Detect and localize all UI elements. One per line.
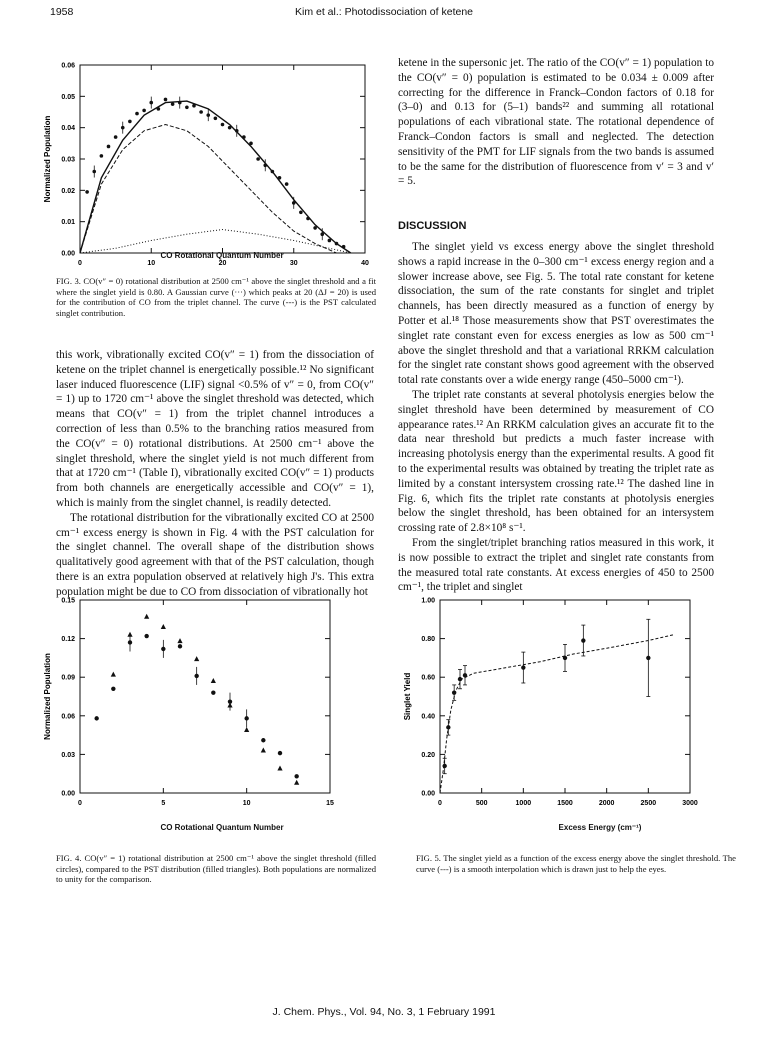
fig3-data-point bbox=[235, 129, 239, 133]
fig3-xlabel: CO Rotational Quantum Number bbox=[160, 251, 284, 260]
fig5-interpolation-curve bbox=[440, 635, 673, 793]
fig5-data-point bbox=[452, 690, 456, 694]
figure-3-chart bbox=[40, 55, 380, 275]
fig5-xtick-label: 0 bbox=[438, 800, 442, 807]
fig3-data-point bbox=[271, 170, 275, 174]
fig3-ylabel: Normalized Population bbox=[43, 115, 52, 203]
fig5-xtick-label: 2500 bbox=[640, 800, 657, 807]
fig3-data-point bbox=[107, 145, 111, 149]
fig5-data-point bbox=[646, 656, 650, 660]
fig4-data-point bbox=[244, 716, 248, 720]
fig3-pst-singlet-curve bbox=[80, 125, 337, 253]
fig3-data-point bbox=[164, 98, 168, 102]
fig3-data-point bbox=[313, 226, 317, 230]
fig3-caption: FIG. 3. CO(v″ = 0) rotational distribution at 2500 cm⁻¹ above the singlet threshold and a fit where the singlet yield is 0.80. A Gaussian curve (···) which peaks at 20 (ΔJ = 20) is used for the contribution of CO from the triplet channel. The curve (---) is the PST calculated singlet contribution. bbox=[56, 276, 376, 318]
fig3-xtick-label: 30 bbox=[289, 260, 298, 267]
fig5-ytick-label: 0.80 bbox=[421, 636, 435, 644]
fig3-data-point bbox=[206, 113, 210, 117]
fig4-pst-triangle bbox=[161, 624, 166, 629]
fig4-pst-triangle bbox=[127, 632, 132, 637]
fig3-data-point bbox=[228, 126, 232, 130]
fig5-ytick-label: 0.00 bbox=[421, 790, 435, 798]
fig3-data-point bbox=[278, 176, 282, 180]
fig5-caption: FIG. 5. The singlet yield as a function of the excess energy above the singlet threshold. The curve (---) is a smooth interpolation which is drawn just to help the eyes. bbox=[416, 853, 736, 874]
fig3-data-point bbox=[199, 110, 203, 114]
fig4-data-point bbox=[144, 634, 148, 638]
journal-footer: J. Chem. Phys., Vol. 94, No. 3, 1 February 1991 bbox=[272, 1006, 496, 1018]
left-column-text bbox=[56, 348, 374, 600]
fig4-data-point bbox=[128, 640, 132, 644]
figure-4-chart bbox=[40, 590, 370, 815]
fig3-fit-curve bbox=[80, 101, 351, 253]
running-header bbox=[50, 6, 718, 22]
fig5-xtick-label: 500 bbox=[475, 800, 488, 807]
fig3-plot-frame bbox=[80, 65, 365, 253]
fig3-data-point bbox=[135, 112, 139, 116]
fig3-data-point bbox=[128, 120, 132, 124]
fig3-data-point bbox=[335, 242, 339, 246]
fig3-xtick-label: 20 bbox=[218, 260, 227, 267]
fig3-data-point bbox=[92, 170, 96, 174]
fig3-data-point bbox=[114, 135, 118, 139]
left-paragraph-1: this work, vibrationally excited CO(v″ = 1) from the dissociation of ketene on the triplet channel is energetically possible.¹² No significant laser induced fluorescence (LIF) signal <0.5% of v″ = 0, from CO(v″ = 1) up to 1720 cm⁻¹ above the singlet threshold was detected, which means that CO(v″ = 1) from the triplet channel introduces a correction of less than 0.5% to the branching ratios measured from the CO(v″ = 0) rotational distributions. At 2500 cm⁻¹ above the singlet threshold, where the singlet yield is not much different from that at 1720 cm⁻¹ (Table I), vibrationally excited CO(v″ = 1) products from both channels are energetically accessible and CO(v″ = 1), which is mainly from the singlet channel, is readily detected. bbox=[56, 349, 374, 509]
fig4-data-point bbox=[111, 687, 115, 691]
fig3-data-point bbox=[299, 210, 303, 214]
fig4-pst-triangle bbox=[177, 638, 182, 643]
fig5-data-point bbox=[463, 673, 467, 677]
fig4-data-point bbox=[294, 774, 298, 778]
fig3-data-point bbox=[185, 106, 189, 110]
fig4-data-point bbox=[94, 716, 98, 720]
fig3-data-point bbox=[342, 245, 346, 249]
fig4-pst-triangle bbox=[277, 766, 282, 771]
fig5-data-point bbox=[521, 665, 525, 669]
running-title: Kim et al.: Photodissociation of ketene bbox=[294, 6, 474, 18]
fig5-data-point bbox=[446, 725, 450, 729]
fig4-data-point bbox=[261, 738, 265, 742]
fig3-data-point bbox=[192, 104, 196, 108]
fig3-ytick-label: 0.05 bbox=[61, 93, 75, 101]
fig5-data-point bbox=[563, 656, 567, 660]
fig4-data-point bbox=[278, 751, 282, 755]
fig3-ytick-label: 0.04 bbox=[61, 125, 75, 133]
fig4-plot-frame bbox=[80, 600, 330, 793]
fig3-data-point bbox=[121, 126, 125, 130]
fig3-xtick-label: 40 bbox=[361, 260, 369, 267]
fig3-data-point bbox=[214, 116, 218, 120]
fig3-data-point bbox=[292, 201, 296, 205]
fig4-ytick-label: 0.12 bbox=[61, 636, 75, 644]
fig4-pst-triangle bbox=[294, 780, 299, 785]
fig4-ylabel: Normalized Population bbox=[43, 653, 52, 740]
fig3-data-point bbox=[263, 163, 267, 167]
fig4-pst-triangle bbox=[227, 703, 232, 708]
fig3-data-point bbox=[320, 232, 324, 236]
fig4-xtick-label: 5 bbox=[161, 800, 166, 807]
fig4-data-point bbox=[211, 690, 215, 694]
discussion-heading: DISCUSSION bbox=[398, 220, 467, 233]
fig4-pst-triangle bbox=[144, 614, 149, 619]
fig4-ytick-label: 0.15 bbox=[61, 597, 75, 605]
fig3-xtick-label: 0 bbox=[78, 260, 82, 267]
fig5-xtick-label: 1000 bbox=[515, 800, 532, 807]
fig5-data-point bbox=[442, 764, 446, 768]
fig3-ytick-label: 0.03 bbox=[61, 156, 75, 164]
fig4-ytick-label: 0.09 bbox=[61, 674, 75, 682]
fig4-pst-triangle bbox=[211, 678, 216, 683]
fig4-ytick-label: 0.06 bbox=[61, 713, 75, 721]
fig4-data-point bbox=[194, 674, 198, 678]
fig3-data-point bbox=[306, 217, 310, 221]
discussion-paragraph-2: The triplet rate constants at several photolysis energies below the singlet threshold have been determined by measurement of CO appearance rates.¹² An RRKM calculation gives an accurate fit to the data near threshold but predicts a much faster increase with increasing photolysis energy than the experimental results. A good fit to the experimental results was obtained by treating the triplet rate as limited by a constant intersystem crossing rate.¹² The dashed line in Fig. 6, which fits the triplet rate constants at photolysis energies below the singlet threshold, has been obtained for an intersystem crossing rate of 2.8×10⁸ s⁻¹. bbox=[398, 388, 714, 535]
fig3-data-point bbox=[256, 157, 260, 161]
fig5-ytick-label: 1.00 bbox=[421, 597, 435, 605]
fig5-ytick-label: 0.40 bbox=[421, 713, 435, 721]
fig3-data-point bbox=[142, 109, 146, 113]
fig5-xtick-label: 1500 bbox=[557, 800, 573, 807]
fig3-data-point bbox=[249, 142, 253, 146]
fig5-ytick-label: 0.20 bbox=[421, 751, 435, 759]
fig5-data-point bbox=[458, 677, 462, 681]
fig4-xtick-label: 10 bbox=[242, 800, 251, 807]
fig3-data-point bbox=[171, 102, 175, 106]
fig5-ylabel: Singlet Yield bbox=[403, 672, 412, 721]
fig4-ytick-label: 0.03 bbox=[61, 751, 75, 759]
fig4-pst-triangle bbox=[261, 748, 266, 753]
fig4-xtick-label: 0 bbox=[78, 800, 82, 807]
fig3-data-point bbox=[157, 107, 161, 111]
fig5-plot-frame bbox=[440, 600, 690, 793]
left-paragraph-2: The rotational distribution for the vibrationally excited CO at 2500 cm⁻¹ excess energy is shown in Fig. 4 with the PST calculation for the singlet channel. The overall shape of the distribution shows qualitatively good agreement with that of the PST calculation, though there is an extra population observed at relatively high J's. This extra population might be due to CO from dissociation of vibrationally hot bbox=[56, 511, 374, 598]
fig5-ytick-label: 0.60 bbox=[421, 674, 435, 682]
page-number: 1958 bbox=[50, 6, 74, 18]
fig3-data-point bbox=[242, 135, 246, 139]
fig4-xlabel: CO Rotational Quantum Number bbox=[160, 823, 284, 832]
fig3-data-point bbox=[328, 239, 332, 243]
fig4-pst-triangle bbox=[194, 656, 199, 661]
fig3-xtick-label: 10 bbox=[147, 260, 156, 267]
fig3-data-point bbox=[221, 123, 225, 127]
fig3-data-point bbox=[100, 154, 104, 158]
fig3-ytick-label: 0.06 bbox=[61, 62, 75, 70]
figure-5-chart bbox=[405, 590, 725, 815]
fig4-xtick-label: 15 bbox=[326, 800, 334, 807]
discussion-paragraph-3: From the singlet/triplet branching ratios measured in this work, it is now possible to extract the triplet and singlet rate constants from the measured total rate constants. At excess energies of 450 to 2500 cm⁻¹, the triplet and singlet bbox=[398, 536, 714, 594]
fig3-ytick-label: 0.00 bbox=[61, 250, 75, 258]
fig4-pst-triangle bbox=[111, 672, 116, 677]
fig5-xtick-label: 2000 bbox=[598, 800, 615, 807]
fig5-data-point bbox=[581, 638, 585, 642]
fig4-data-point bbox=[161, 647, 165, 651]
right-column-text bbox=[398, 56, 714, 595]
fig5-xtick-label: 3000 bbox=[682, 800, 698, 807]
fig3-data-point bbox=[85, 190, 89, 194]
fig3-data-point bbox=[285, 182, 289, 186]
fig3-data-point bbox=[178, 101, 182, 105]
fig3-ytick-label: 0.02 bbox=[61, 187, 75, 195]
fig4-ytick-label: 0.00 bbox=[61, 790, 75, 798]
fig4-caption: FIG. 4. CO(v″ = 1) rotational distribution at 2500 cm⁻¹ above the singlet threshold (filled circles), compared to the PST distribution (filled triangles). Both populations are normalized to unity for the comparison. bbox=[56, 853, 376, 885]
fig3-ytick-label: 0.01 bbox=[61, 219, 75, 227]
fig4-data-point bbox=[178, 644, 182, 648]
fig3-data-point bbox=[149, 101, 153, 105]
discussion-paragraph-1: The singlet yield vs excess energy above the singlet threshold shows a rapid increase in the 0–300 cm⁻¹ excess energy region and a slower increase above, see Fig. 5. The total rate constant for ketene dissociation, the sum of the rate constants for singlet and triplet channels, has been directly measured as a function of energy by Potter et al.¹⁸ Those measurements show that PST overestimates the singlet rate constant even for excess energies as low as 500 cm⁻¹ above the singlet threshold and that a variational RRKM calculation for the singlet rate constant shows good agreement with the observed total rate constants over a wide energy range (450–5000 cm⁻¹). bbox=[398, 240, 714, 387]
fig5-xlabel: Excess Energy (cm⁻¹) bbox=[558, 823, 642, 832]
right-paragraph-top: ketene in the supersonic jet. The ratio of the CO(v″ = 1) population to the CO(v″ = 0) population is estimated to be 0.034 ± 0.009 after correcting for the difference in Franck–Condon factors of 0.18 for (3–0) and 0.13 for (5–1) bands²² and summing all rotational populations of each vibrational state. The rotational dependence of Franck–Condon factors is small and neglected. The detection sensitivity of the PMT for LIF signals from the two bands is assumed to be the same for the distribution of fluorescence from v′ = 3 and v′ = 5. bbox=[398, 57, 714, 188]
fig4-pst-triangle bbox=[244, 727, 249, 732]
